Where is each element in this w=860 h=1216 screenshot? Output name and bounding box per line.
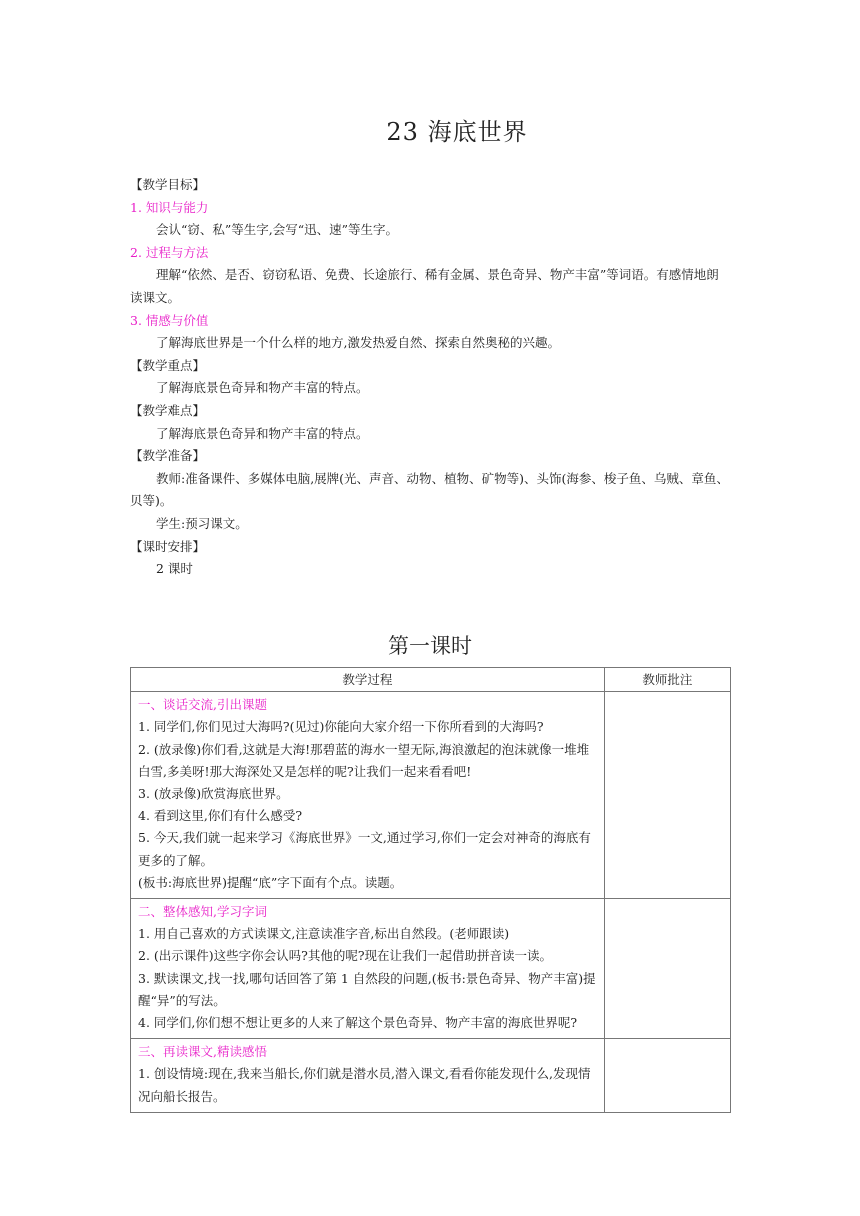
goal1-text: 会认“窃、私”等生字,会写“迅、速”等生字。	[156, 222, 399, 238]
goal3-text: 了解海底世界是一个什么样的地方,激发热爱自然、探索自然奥秘的兴趣。	[156, 335, 560, 351]
list-item: 1. 同学们,你们见过大海吗?(见过)你能向大家介绍一下你所看到的大海吗?	[138, 719, 544, 735]
list-item: 2. (出示课件)这些字你会认吗?其他的呢?现在让我们一起借助拼音读一读。	[138, 948, 553, 964]
difficulty-heading: 【教学难点】	[130, 402, 206, 418]
lesson-intro	[130, 174, 730, 581]
focus-text: 了解海底景色奇异和物产丰富的特点。	[156, 380, 369, 396]
table-row	[131, 692, 731, 899]
lesson-title: 第一课时	[388, 634, 472, 658]
schedule-text: 2 课时	[156, 561, 193, 577]
table-header-row	[131, 668, 731, 692]
lesson-plan-table	[130, 667, 731, 1113]
schedule-heading: 【课时安排】	[130, 538, 206, 554]
goal3-heading: 3. 情感与价值	[130, 312, 209, 328]
header-process: 教学过程	[131, 668, 605, 692]
list-item: 1. 用自己喜欢的方式读课文,注意读准字音,标出自然段。(老师跟读)	[138, 926, 510, 942]
list-item: 4. 看到这里,你们有什么感受?	[138, 808, 303, 824]
prep-heading: 【教学准备】	[130, 448, 206, 464]
part3-notes-cell	[604, 1039, 730, 1113]
focus-heading: 【教学重点】	[130, 357, 206, 373]
goals-heading: 【教学目标】	[130, 177, 206, 192]
part3-cell	[131, 1039, 605, 1113]
list-item: 1. 创设情境:现在,我来当船长,你们就是潜水员,潜入课文,看看你能发现什么,发现情况向船长报告。	[138, 1066, 591, 1104]
list-item: (板书:海底世界)提醒“底”字下面有个点。读题。	[138, 874, 403, 890]
prep-student-text: 学生:预习课文。	[156, 515, 248, 531]
goal2-heading: 2. 过程与方法	[130, 244, 209, 260]
header-notes: 教师批注	[604, 668, 730, 692]
part2-heading: 二、整体感知,学习字词	[138, 904, 267, 920]
part2-notes-cell	[604, 899, 730, 1039]
page-title: 23 海底世界	[386, 118, 528, 146]
list-item: 3. (放录像)欣赏海底世界。	[138, 786, 289, 802]
part1-cell	[131, 692, 605, 899]
table-row	[131, 1039, 731, 1113]
part2-cell	[131, 899, 605, 1039]
difficulty-text: 了解海底景色奇异和物产丰富的特点。	[156, 425, 369, 441]
goal2-text: 理解“依然、是否、窃窃私语、免费、长途旅行、稀有金属、景色奇异、物产丰富”等词语。有感情地朗读课文。	[130, 267, 719, 305]
list-item: 4. 同学们,你们想不想让更多的人来了解这个景色奇异、物产丰富的海底世界呢?	[138, 1015, 578, 1031]
part1-heading: 一、谈话交流,引出课题	[138, 697, 267, 713]
table-row	[131, 899, 731, 1039]
part3-heading: 三、再读课文,精读感悟	[138, 1044, 267, 1060]
prep-teacher-text: 教师:准备课件、多媒体电脑,展牌(光、声音、动物、植物、矿物等)、头饰(海参、梭子鱼、乌贼、章鱼、贝等)。	[130, 470, 729, 509]
part1-notes-cell	[604, 692, 730, 899]
list-item: 2. (放录像)你们看,这就是大海!那碧蓝的海水一望无际,海浪激起的泡沫就像一堆堆白雪,多美呀!那大海深处又是怎样的呢?让我们一起来看看吧!	[138, 741, 590, 779]
list-item: 5. 今天,我们就一起来学习《海底世界》一文,通过学习,你们一定会对神奇的海底有更多的了解。	[138, 830, 591, 868]
goal1-heading: 1. 知识与能力	[130, 199, 209, 215]
list-item: 3. 默读课文,找一找,哪句话回答了第 1 自然段的问题,(板书:景色奇异、物产丰富)提醒“异”的写法。	[138, 970, 596, 1008]
